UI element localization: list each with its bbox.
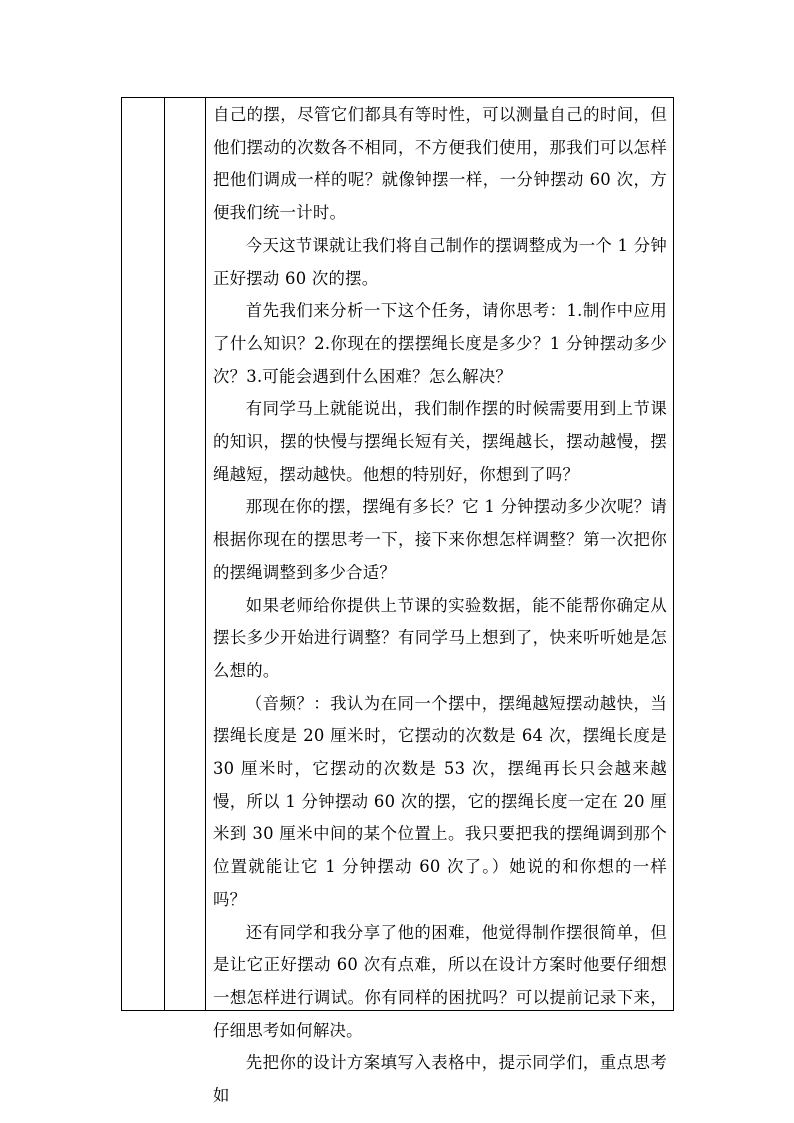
paragraph-design-plan: 先把你的设计方案填写入表格中，提示同学们，重点思考如	[213, 1053, 667, 1106]
paragraph-difficulty: 还有同学和我分享了他的困难，他觉得制作摆很简单，但是让它正好摆动 60 次有点难，所以在设计方案时他要仔细想一想怎样进行调试。你有同样的困扰吗？可以提前记录下来，仔细思考如何解决。	[213, 922, 667, 1040]
paragraph-experiment-data: 如果老师给你提供上节课的实验数据，能不能帮你确定从摆长多少开始进行调整？有同学马上想到了，快来听听她是怎么想的。	[213, 595, 667, 680]
paragraph-task: 今天这节课就让我们将自己制作的摆调整成为一个 1 分钟正好摆动 60 次的摆。	[213, 235, 667, 288]
paragraph-intro: 自己的摆，尽管它们都具有等时性，可以测量自己的时间，但他们摆动的次数各不相同，不方便我们使用，那我们可以怎样把他们调成一样的呢？就像钟摆一样，一分钟摆动 60 次，方便我们统一计时。	[213, 105, 667, 223]
paragraph-current-pendulum: 那现在你的摆，摆绳有多长？它 1 分钟摆动多少次呢？请根据你现在的摆思考一下，接下来你想怎样调整？第一次把你的摆绳调整到多少合适？	[213, 497, 667, 582]
column-divider-1	[164, 98, 165, 1010]
lesson-table	[121, 97, 674, 1106]
paragraph-questions: 首先我们来分析一下这个任务，请你思考：1.制作中应用了什么知识？2.你现在的摆摆绳长度是多少？1 分钟摆动多少次？3.可能会遇到什么困难？怎么解决？	[213, 301, 667, 386]
paragraph-knowledge: 有同学马上就能说出，我们制作摆的时候需要用到上节课的知识，摆的快慢与摆绳长短有关，摆绳越长，摆动越慢，摆绳越短，摆动越快。他想的特别好，你想到了吗？	[213, 399, 667, 484]
paragraph-audio-quote: （音频？：我认为在同一个摆中，摆绳越短摆动越快，当摆绳长度是 20 厘米时，它摆动的次数是 64 次，摆绳长度是 30 厘米时，它摆动的次数是 53 次，摆绳再长只会越来越慢，所以 1 分钟摆动 60 次的摆，它的摆绳长度一定在 20 厘米到 30 厘米中间的某个位置上。我只要把我的摆绳调到那个位置就能让它 1 分钟摆动 60 次了。）她说的和你想的一样吗？	[213, 693, 667, 909]
lesson-content-cell	[206, 98, 673, 1106]
